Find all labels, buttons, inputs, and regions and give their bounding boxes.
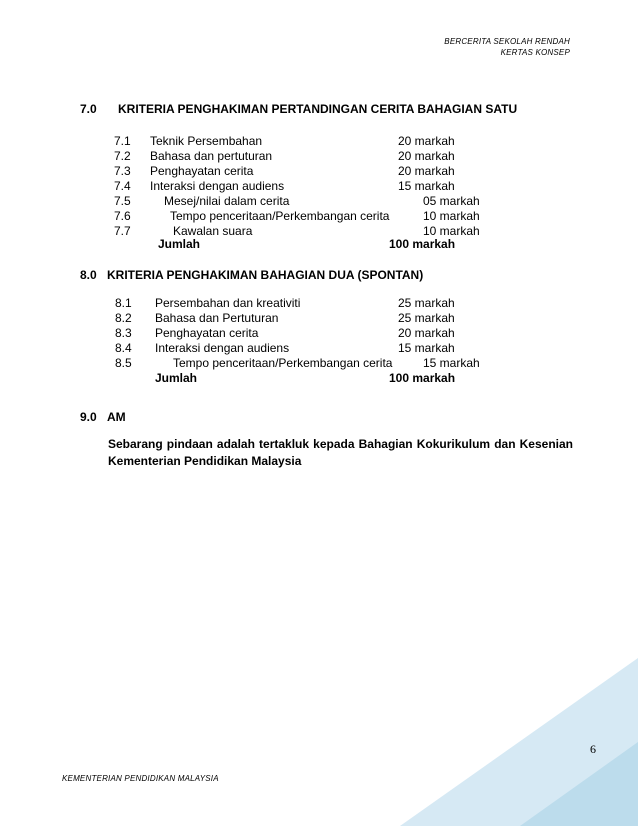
item-number: 7.3	[114, 164, 131, 178]
item-number: 8.1	[115, 296, 132, 310]
item-marks: 25 markah	[398, 296, 455, 310]
header-line-1: BERCERITA SEKOLAH RENDAH	[444, 37, 570, 46]
item-number: 8.3	[115, 326, 132, 340]
table-row	[0, 134, 638, 148]
item-marks: 20 markah	[398, 134, 455, 148]
item-label: Interaksi dengan audiens	[150, 179, 285, 193]
total-marks: 100 markah	[389, 237, 456, 251]
item-label: Mesej/nilai dalam cerita	[164, 194, 290, 208]
item-marks: 20 markah	[398, 326, 455, 340]
table-row	[0, 149, 638, 163]
item-number: 8.5	[115, 356, 132, 370]
table-row	[0, 179, 638, 193]
table-row	[0, 224, 638, 238]
table-row	[0, 164, 638, 178]
item-marks: 20 markah	[398, 164, 455, 178]
page-header	[444, 36, 570, 58]
item-label: Tempo penceritaan/Perkembangan cerita	[170, 209, 390, 223]
section-9-title: AM	[107, 410, 126, 424]
total-marks: 100 markah	[389, 371, 456, 385]
item-marks: 10 markah	[423, 224, 480, 238]
item-label: Kawalan suara	[173, 224, 253, 238]
header-line-2: KERTAS KONSEP	[500, 48, 570, 57]
section-9-text: Sebarang pindaan adalah tertakluk kepada Bahagian Kokurikulum dan Kesenian Kementerian Pendidikan Malaysia	[108, 437, 573, 468]
section-7-title: KRITERIA PENGHAKIMAN PERTANDINGAN CERITA BAHAGIAN SATU	[118, 102, 518, 116]
item-number: 7.4	[114, 179, 131, 193]
table-total-row	[0, 371, 638, 385]
item-number: 8.2	[115, 311, 132, 325]
item-marks: 20 markah	[398, 149, 455, 163]
table-total-row	[0, 237, 638, 251]
table-row	[0, 209, 638, 223]
section-9-number: 9.0	[80, 410, 97, 424]
item-number: 7.6	[114, 209, 131, 223]
item-label: Penghayatan cerita	[150, 164, 254, 178]
item-label: Persembahan dan kreativiti	[155, 296, 301, 310]
item-label: Teknik Persembahan	[150, 134, 263, 148]
item-marks: 15 markah	[398, 179, 455, 193]
item-marks: 15 markah	[423, 356, 480, 370]
page-footer: KEMENTERIAN PENDIDIKAN MALAYSIA	[62, 774, 219, 783]
item-marks: 10 markah	[423, 209, 480, 223]
section-8-number: 8.0	[80, 268, 97, 282]
item-label: Penghayatan cerita	[155, 326, 259, 340]
table-row	[0, 356, 638, 370]
item-marks: 25 markah	[398, 311, 455, 325]
total-label: Jumlah	[158, 237, 201, 251]
page-number: 6	[590, 742, 596, 756]
item-label: Interaksi dengan audiens	[155, 341, 290, 355]
table-row	[0, 296, 638, 310]
section-8-title: KRITERIA PENGHAKIMAN BAHAGIAN DUA (SPONTAN)	[107, 268, 424, 282]
item-number: 8.4	[115, 341, 132, 355]
item-number: 7.7	[114, 224, 131, 238]
table-row	[0, 194, 638, 208]
item-label: Bahasa dan Pertuturan	[155, 311, 279, 325]
item-number: 7.5	[114, 194, 131, 208]
item-label: Bahasa dan pertuturan	[150, 149, 273, 163]
section-7-number: 7.0	[80, 102, 97, 116]
item-label: Tempo penceritaan/Perkembangan cerita	[173, 356, 393, 370]
item-number: 7.2	[114, 149, 131, 163]
total-label: Jumlah	[155, 371, 198, 385]
item-marks: 15 markah	[398, 341, 455, 355]
table-row	[0, 341, 638, 355]
item-number: 7.1	[114, 134, 131, 148]
table-row	[0, 326, 638, 340]
item-marks: 05 markah	[423, 194, 480, 208]
table-row	[0, 311, 638, 325]
